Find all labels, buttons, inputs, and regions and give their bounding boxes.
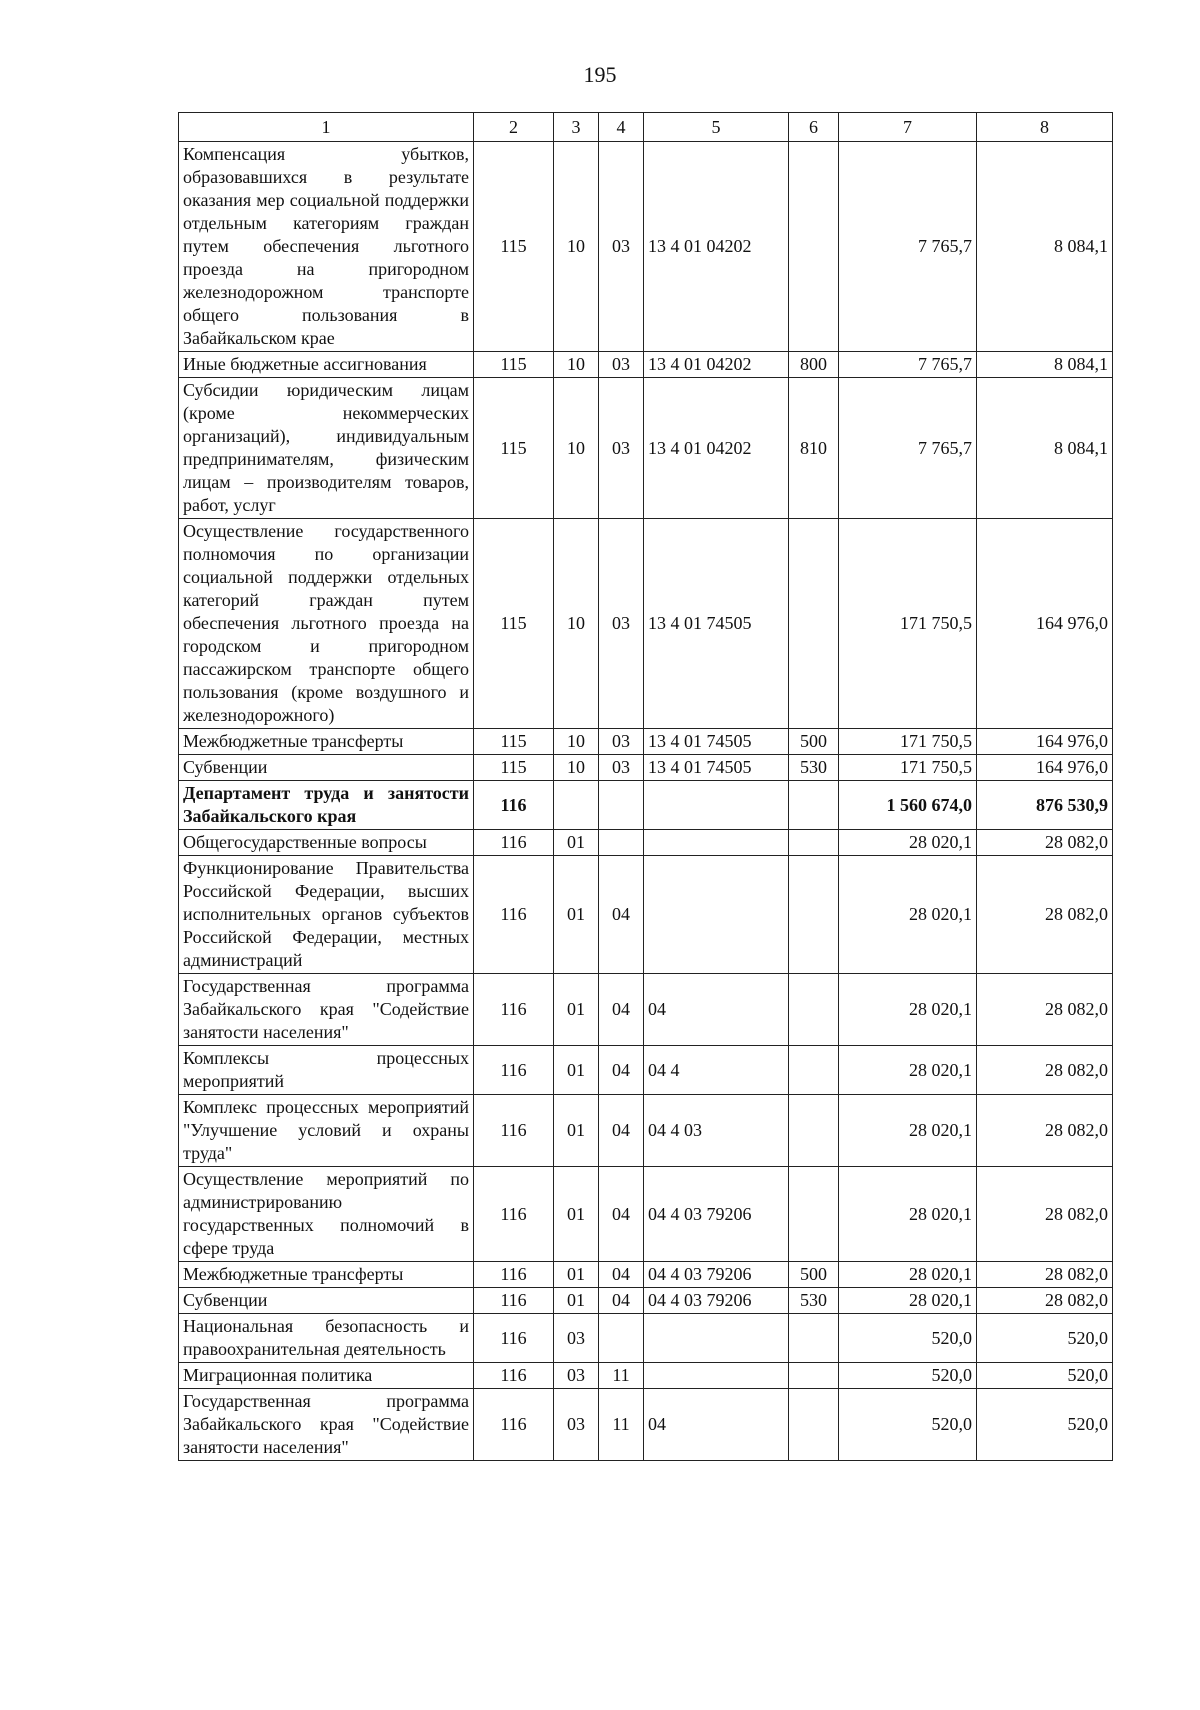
row-target-article: 13 4 01 04202 bbox=[644, 142, 789, 352]
row-subsection: 03 bbox=[599, 519, 644, 729]
row-expense-type bbox=[789, 1095, 839, 1167]
header-cell-6: 6 bbox=[789, 113, 839, 142]
row-ministry-code: 116 bbox=[474, 781, 554, 830]
row-amount-1: 7 765,7 bbox=[839, 378, 977, 519]
row-section: 01 bbox=[554, 1288, 599, 1314]
row-subsection: 11 bbox=[599, 1363, 644, 1389]
table-row bbox=[179, 856, 1113, 974]
table-row bbox=[179, 1314, 1113, 1363]
header-cell-2: 2 bbox=[474, 113, 554, 142]
row-section: 10 bbox=[554, 378, 599, 519]
row-target-article: 04 4 bbox=[644, 1046, 789, 1095]
row-section: 03 bbox=[554, 1363, 599, 1389]
header-cell-7: 7 bbox=[839, 113, 977, 142]
row-amount-2: 8 084,1 bbox=[977, 352, 1113, 378]
row-amount-1: 7 765,7 bbox=[839, 142, 977, 352]
row-section: 01 bbox=[554, 830, 599, 856]
row-subsection bbox=[599, 781, 644, 830]
row-target-article: 13 4 01 04202 bbox=[644, 352, 789, 378]
row-amount-2: 520,0 bbox=[977, 1363, 1113, 1389]
header-cell-5: 5 bbox=[644, 113, 789, 142]
table-row bbox=[179, 1288, 1113, 1314]
row-subsection: 04 bbox=[599, 1095, 644, 1167]
header-row bbox=[179, 113, 1113, 142]
row-name: Национальная безопасность и правоохранительная деятельность bbox=[179, 1314, 474, 1363]
row-subsection: 03 bbox=[599, 729, 644, 755]
row-subsection: 03 bbox=[599, 142, 644, 352]
row-amount-1: 28 020,1 bbox=[839, 1095, 977, 1167]
row-amount-2: 28 082,0 bbox=[977, 1167, 1113, 1262]
row-target-article: 04 bbox=[644, 974, 789, 1046]
row-ministry-code: 115 bbox=[474, 142, 554, 352]
row-name: Государственная программа Забайкальского края "Содействие занятости населения" bbox=[179, 974, 474, 1046]
row-section: 03 bbox=[554, 1314, 599, 1363]
row-target-article: 04 4 03 79206 bbox=[644, 1167, 789, 1262]
row-amount-2: 28 082,0 bbox=[977, 1262, 1113, 1288]
table-row bbox=[179, 1262, 1113, 1288]
row-amount-2: 164 976,0 bbox=[977, 755, 1113, 781]
row-subsection: 04 bbox=[599, 974, 644, 1046]
row-target-article bbox=[644, 781, 789, 830]
table-row bbox=[179, 1363, 1113, 1389]
row-expense-type bbox=[789, 142, 839, 352]
row-amount-2: 520,0 bbox=[977, 1314, 1113, 1363]
row-ministry-code: 116 bbox=[474, 1314, 554, 1363]
header-cell-4: 4 bbox=[599, 113, 644, 142]
row-amount-1: 28 020,1 bbox=[839, 830, 977, 856]
row-target-article: 13 4 01 74505 bbox=[644, 729, 789, 755]
row-amount-2: 164 976,0 bbox=[977, 519, 1113, 729]
row-name: Субвенции bbox=[179, 755, 474, 781]
row-subsection: 03 bbox=[599, 352, 644, 378]
row-expense-type bbox=[789, 974, 839, 1046]
row-ministry-code: 116 bbox=[474, 1389, 554, 1461]
row-target-article: 13 4 01 74505 bbox=[644, 519, 789, 729]
row-ministry-code: 116 bbox=[474, 1167, 554, 1262]
row-expense-type: 530 bbox=[789, 755, 839, 781]
budget-table bbox=[178, 112, 1113, 1461]
row-subsection: 03 bbox=[599, 755, 644, 781]
row-expense-type: 800 bbox=[789, 352, 839, 378]
table-row bbox=[179, 729, 1113, 755]
row-amount-2: 520,0 bbox=[977, 1389, 1113, 1461]
table-row bbox=[179, 1167, 1113, 1262]
row-name: Общегосударственные вопросы bbox=[179, 830, 474, 856]
row-target-article: 04 4 03 79206 bbox=[644, 1262, 789, 1288]
row-amount-2: 28 082,0 bbox=[977, 856, 1113, 974]
row-expense-type bbox=[789, 519, 839, 729]
table-row bbox=[179, 830, 1113, 856]
row-amount-2: 164 976,0 bbox=[977, 729, 1113, 755]
row-section: 10 bbox=[554, 142, 599, 352]
row-section bbox=[554, 781, 599, 830]
row-ministry-code: 115 bbox=[474, 519, 554, 729]
row-target-article: 04 bbox=[644, 1389, 789, 1461]
row-ministry-code: 116 bbox=[474, 1363, 554, 1389]
row-expense-type: 500 bbox=[789, 729, 839, 755]
row-expense-type: 500 bbox=[789, 1262, 839, 1288]
row-target-article bbox=[644, 1363, 789, 1389]
row-expense-type bbox=[789, 1314, 839, 1363]
row-expense-type bbox=[789, 1167, 839, 1262]
row-amount-1: 520,0 bbox=[839, 1314, 977, 1363]
row-ministry-code: 116 bbox=[474, 856, 554, 974]
row-target-article: 04 4 03 bbox=[644, 1095, 789, 1167]
row-expense-type: 810 bbox=[789, 378, 839, 519]
row-section: 01 bbox=[554, 1095, 599, 1167]
row-section: 10 bbox=[554, 729, 599, 755]
row-name: Субвенции bbox=[179, 1288, 474, 1314]
row-amount-1: 28 020,1 bbox=[839, 1288, 977, 1314]
table-row bbox=[179, 519, 1113, 729]
row-amount-1: 171 750,5 bbox=[839, 729, 977, 755]
row-name: Миграционная политика bbox=[179, 1363, 474, 1389]
row-expense-type bbox=[789, 1363, 839, 1389]
row-amount-1: 28 020,1 bbox=[839, 856, 977, 974]
row-ministry-code: 116 bbox=[474, 974, 554, 1046]
row-expense-type bbox=[789, 830, 839, 856]
row-ministry-code: 116 bbox=[474, 1095, 554, 1167]
row-name: Субсидии юридическим лицам (кроме некоммерческих организаций), индивидуальным предпринимателям, физическим лицам – производителям товаров, работ, услуг bbox=[179, 378, 474, 519]
header-cell-1: 1 bbox=[179, 113, 474, 142]
row-ministry-code: 116 bbox=[474, 1046, 554, 1095]
row-target-article: 13 4 01 04202 bbox=[644, 378, 789, 519]
row-target-article bbox=[644, 830, 789, 856]
row-amount-1: 7 765,7 bbox=[839, 352, 977, 378]
table-row bbox=[179, 142, 1113, 352]
row-name: Межбюджетные трансферты bbox=[179, 729, 474, 755]
row-name: Иные бюджетные ассигнования bbox=[179, 352, 474, 378]
row-subsection: 04 bbox=[599, 1046, 644, 1095]
row-name: Функционирование Правительства Российской Федерации, высших исполнительных органов субъектов Российской Федерации, местных администраций bbox=[179, 856, 474, 974]
row-amount-1: 520,0 bbox=[839, 1389, 977, 1461]
row-ministry-code: 116 bbox=[474, 1288, 554, 1314]
row-section: 01 bbox=[554, 856, 599, 974]
row-subsection: 03 bbox=[599, 378, 644, 519]
row-subsection: 04 bbox=[599, 1167, 644, 1262]
row-amount-2: 28 082,0 bbox=[977, 1046, 1113, 1095]
table-row bbox=[179, 352, 1113, 378]
row-subsection: 11 bbox=[599, 1389, 644, 1461]
table-row bbox=[179, 1095, 1113, 1167]
row-subsection bbox=[599, 830, 644, 856]
row-name: Государственная программа Забайкальского края "Содействие занятости населения" bbox=[179, 1389, 474, 1461]
row-ministry-code: 115 bbox=[474, 378, 554, 519]
row-section: 10 bbox=[554, 519, 599, 729]
row-name: Компенсация убытков, образовавшихся в результате оказания мер социальной поддержки отдельным категориям граждан путем обеспечения льготного проезда на пригородном железнодорожном транспорте общего пользования в Забайкальском крае bbox=[179, 142, 474, 352]
table-row bbox=[179, 1046, 1113, 1095]
row-section: 01 bbox=[554, 1262, 599, 1288]
table-row bbox=[179, 378, 1113, 519]
row-amount-1: 171 750,5 bbox=[839, 755, 977, 781]
row-section: 01 bbox=[554, 1046, 599, 1095]
row-expense-type bbox=[789, 781, 839, 830]
row-ministry-code: 115 bbox=[474, 755, 554, 781]
row-section: 10 bbox=[554, 755, 599, 781]
row-amount-2: 8 084,1 bbox=[977, 142, 1113, 352]
row-section: 03 bbox=[554, 1389, 599, 1461]
row-ministry-code: 115 bbox=[474, 352, 554, 378]
row-amount-2: 28 082,0 bbox=[977, 1095, 1113, 1167]
row-name: Департамент труда и занятости Забайкальского края bbox=[179, 781, 474, 830]
row-target-article: 04 4 03 79206 bbox=[644, 1288, 789, 1314]
row-target-article: 13 4 01 74505 bbox=[644, 755, 789, 781]
row-subsection: 04 bbox=[599, 856, 644, 974]
table-row-department bbox=[179, 781, 1113, 830]
row-ministry-code: 116 bbox=[474, 830, 554, 856]
row-ministry-code: 115 bbox=[474, 729, 554, 755]
row-name: Комплексы процессных мероприятий bbox=[179, 1046, 474, 1095]
row-amount-1: 28 020,1 bbox=[839, 1046, 977, 1095]
row-ministry-code: 116 bbox=[474, 1262, 554, 1288]
row-amount-1: 28 020,1 bbox=[839, 974, 977, 1046]
row-amount-1: 28 020,1 bbox=[839, 1167, 977, 1262]
row-target-article bbox=[644, 1314, 789, 1363]
row-amount-1: 1 560 674,0 bbox=[839, 781, 977, 830]
row-name: Осуществление мероприятий по администрированию государственных полномочий в сфере труда bbox=[179, 1167, 474, 1262]
row-subsection bbox=[599, 1314, 644, 1363]
table-row bbox=[179, 1389, 1113, 1461]
row-expense-type: 530 bbox=[789, 1288, 839, 1314]
row-subsection: 04 bbox=[599, 1262, 644, 1288]
row-section: 10 bbox=[554, 352, 599, 378]
row-amount-2: 28 082,0 bbox=[977, 1288, 1113, 1314]
page-number: 195 bbox=[583, 62, 617, 87]
row-name: Межбюджетные трансферты bbox=[179, 1262, 474, 1288]
row-name: Осуществление государственного полномочия по организации социальной поддержки отдельных категорий граждан путем обеспечения льготного проезда на городском и пригородном пассажирском транспорте общего пользования (кроме воздушного и железнодорожного) bbox=[179, 519, 474, 729]
row-expense-type bbox=[789, 856, 839, 974]
row-amount-2: 28 082,0 bbox=[977, 974, 1113, 1046]
row-subsection: 04 bbox=[599, 1288, 644, 1314]
row-amount-2: 8 084,1 bbox=[977, 378, 1113, 519]
row-amount-2: 28 082,0 bbox=[977, 830, 1113, 856]
row-expense-type bbox=[789, 1046, 839, 1095]
row-section: 01 bbox=[554, 1167, 599, 1262]
row-name: Комплекс процессных мероприятий "Улучшение условий и охраны труда" bbox=[179, 1095, 474, 1167]
row-section: 01 bbox=[554, 974, 599, 1046]
row-amount-2: 876 530,9 bbox=[977, 781, 1113, 830]
row-target-article bbox=[644, 856, 789, 974]
table-row bbox=[179, 974, 1113, 1046]
row-expense-type bbox=[789, 1389, 839, 1461]
header-cell-8: 8 bbox=[977, 113, 1113, 142]
row-amount-1: 520,0 bbox=[839, 1363, 977, 1389]
row-amount-1: 28 020,1 bbox=[839, 1262, 977, 1288]
row-amount-1: 171 750,5 bbox=[839, 519, 977, 729]
table-row bbox=[179, 755, 1113, 781]
header-cell-3: 3 bbox=[554, 113, 599, 142]
